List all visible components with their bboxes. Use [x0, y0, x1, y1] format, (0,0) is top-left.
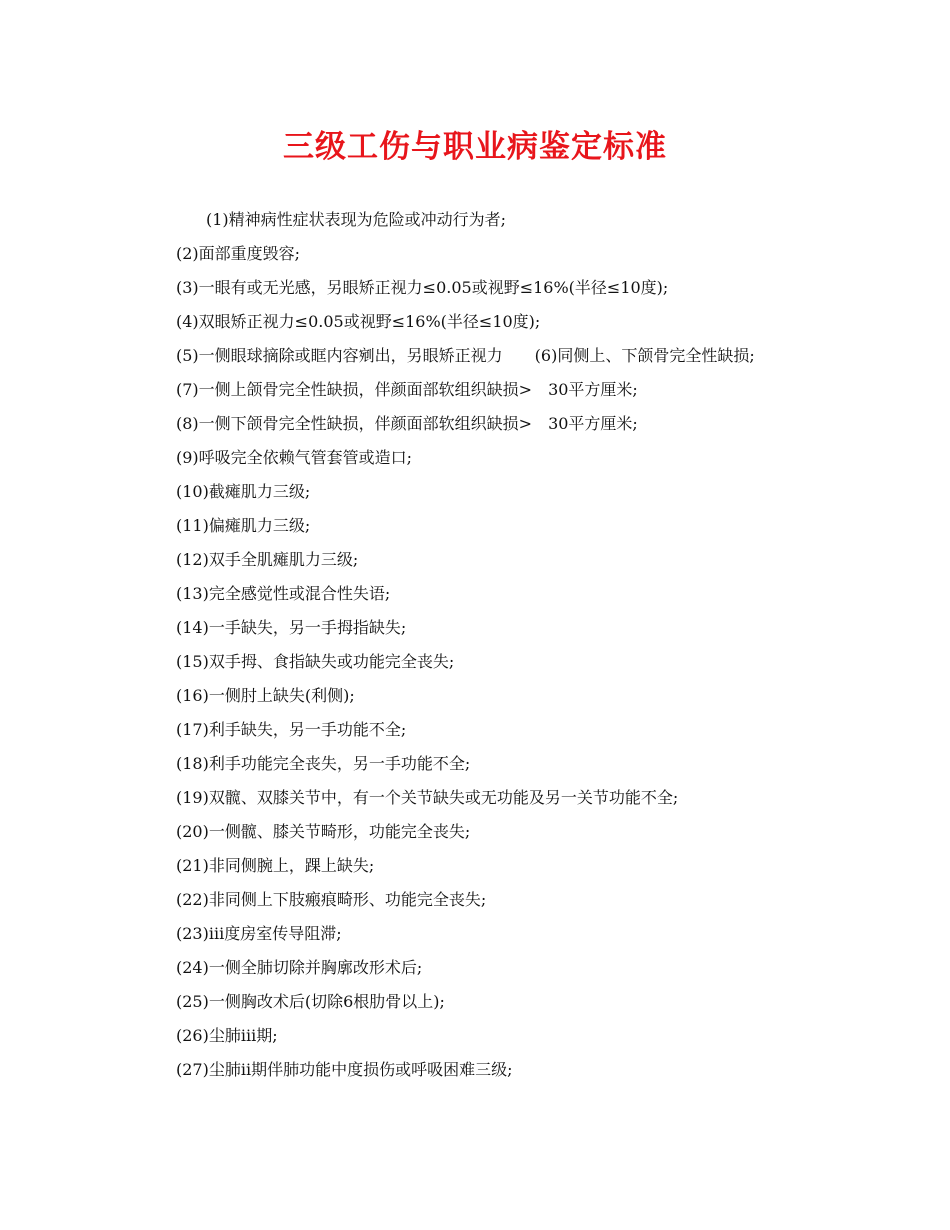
list-item: (15)双手拇、食指缺失或功能完全丧失;: [176, 652, 455, 671]
list-item: (5)一侧眼球摘除或眶内容剜出，另眼矫正视力 (6)同侧上、下颌骨完全性缺损;: [176, 346, 755, 365]
list-item: (26)尘肺iii期;: [176, 1026, 278, 1045]
list-item: (9)呼吸完全依赖气管套管或造口;: [176, 448, 413, 467]
list-item: (24)一侧全肺切除并胸廓改形术后;: [176, 958, 423, 977]
list-item: (12)双手全肌瘫肌力三级;: [176, 550, 359, 569]
list-item: (19)双髋、双膝关节中，有一个关节缺失或无功能及另一关节功能不全;: [176, 788, 679, 807]
list-item: (8)一侧下颌骨完全性缺损，伴颜面部软组织缺损> 30平方厘米;: [176, 414, 638, 433]
list-item: (17)利手缺失，另一手功能不全;: [176, 720, 407, 739]
list-item: (7)一侧上颌骨完全性缺损，伴颜面部软组织缺损> 30平方厘米;: [176, 380, 638, 399]
list-item: (4)双眼矫正视力≤0.05或视野≤16%(半径≤10度);: [176, 312, 541, 331]
list-item: (21)非同侧腕上，踝上缺失;: [176, 856, 375, 875]
list-item: (20)一侧髋、膝关节畸形，功能完全丧失;: [176, 822, 471, 841]
list-item: (1)精神病性症状表现为危险或冲动行为者;: [206, 210, 507, 229]
list-item: (14)一手缺失，另一手拇指缺失;: [176, 618, 407, 637]
list-item: (3)一眼有或无光感，另眼矫正视力≤0.05或视野≤16%(半径≤10度);: [176, 278, 669, 297]
list-item: (13)完全感觉性或混合性失语;: [176, 584, 391, 603]
list-item: (25)一侧胸改术后(切除6根肋骨以上);: [176, 992, 445, 1011]
document-title: 三级工伤与职业病鉴定标准: [283, 129, 667, 165]
list-item: (18)利手功能完全丧失，另一手功能不全;: [176, 754, 471, 773]
list-item: (23)iii度房室传导阻滞;: [176, 924, 342, 943]
list-item: (16)一侧肘上缺失(利侧);: [176, 686, 355, 705]
list-item: (11)偏瘫肌力三级;: [176, 516, 311, 535]
list-item: (10)截瘫肌力三级;: [176, 482, 311, 501]
list-item: (27)尘肺ii期伴肺功能中度损伤或呼吸困难三级;: [176, 1060, 513, 1079]
list-item: (2)面部重度毁容;: [176, 244, 301, 263]
list-item: (22)非同侧上下肢瘢痕畸形、功能完全丧失;: [176, 890, 487, 909]
document-body: [142, 203, 822, 1087]
